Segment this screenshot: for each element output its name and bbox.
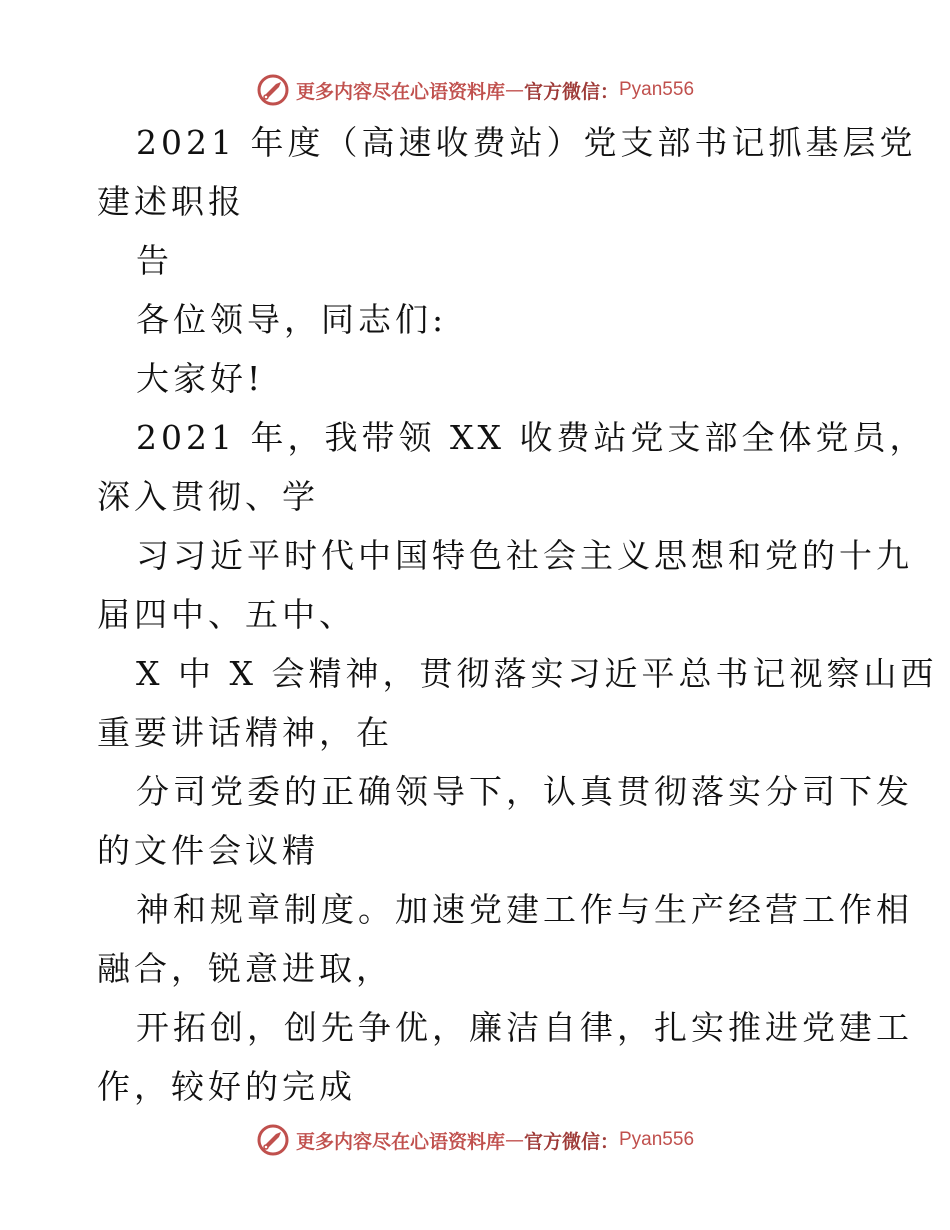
paragraph-line: 届四中、五中、 (97, 595, 356, 634)
paragraph-line: X 中 X 会精神，贯彻落实习近平总书记视察山西 (136, 654, 938, 693)
banner-official-label: 官方微信： (523, 80, 619, 103)
header-banner (0, 70, 950, 110)
document-title-line-2: 建述职报 (97, 182, 245, 221)
paragraph-line: 开拓创，创先争优，廉洁自律，扎实推进党建工 (136, 1008, 913, 1047)
banner-wechat-id: Pyan556 (619, 1129, 695, 1150)
paragraph-line: 习习近平时代中国特色社会主义思想和党的十九 (136, 536, 913, 575)
paragraph-line: 分司党委的正确领导下，认真贯彻落实分司下发 (136, 772, 913, 811)
banner-separator: — (504, 1129, 524, 1151)
paragraph-line: 融合，锐意进取， (97, 949, 393, 988)
paragraph-line: 的文件会议精 (97, 831, 319, 870)
salutation-line: 各位领导，同志们: (136, 300, 448, 339)
logo-icon (256, 73, 290, 107)
banner-brand: 更多内容尽在心语资料库 (295, 80, 505, 103)
paragraph-line: 2021 年，我带领 XX 收费站党支部全体党员， (136, 418, 927, 457)
banner-brand: 更多内容尽在心语资料库 (295, 1130, 505, 1153)
paragraph-line: 重要讲话精神，在 (97, 713, 393, 752)
document-title-line-1: 2021 年度（高速收费站）党支部书记抓基层党 (136, 123, 917, 162)
banner-official-label: 官方微信： (523, 1130, 619, 1153)
paragraph-line: 神和规章制度。加速党建工作与生产经营工作相 (136, 890, 913, 929)
logo-icon (256, 1123, 290, 1157)
paragraph-line: 深入贯彻、学 (97, 477, 319, 516)
document-title-line-3: 告 (136, 241, 173, 280)
greeting-line: 大家好! (136, 359, 265, 398)
banner-separator: — (504, 79, 524, 101)
paragraph-line: 作，较好的完成 (97, 1067, 356, 1106)
footer-banner (0, 1120, 950, 1160)
banner-wechat-id: Pyan556 (619, 79, 695, 100)
